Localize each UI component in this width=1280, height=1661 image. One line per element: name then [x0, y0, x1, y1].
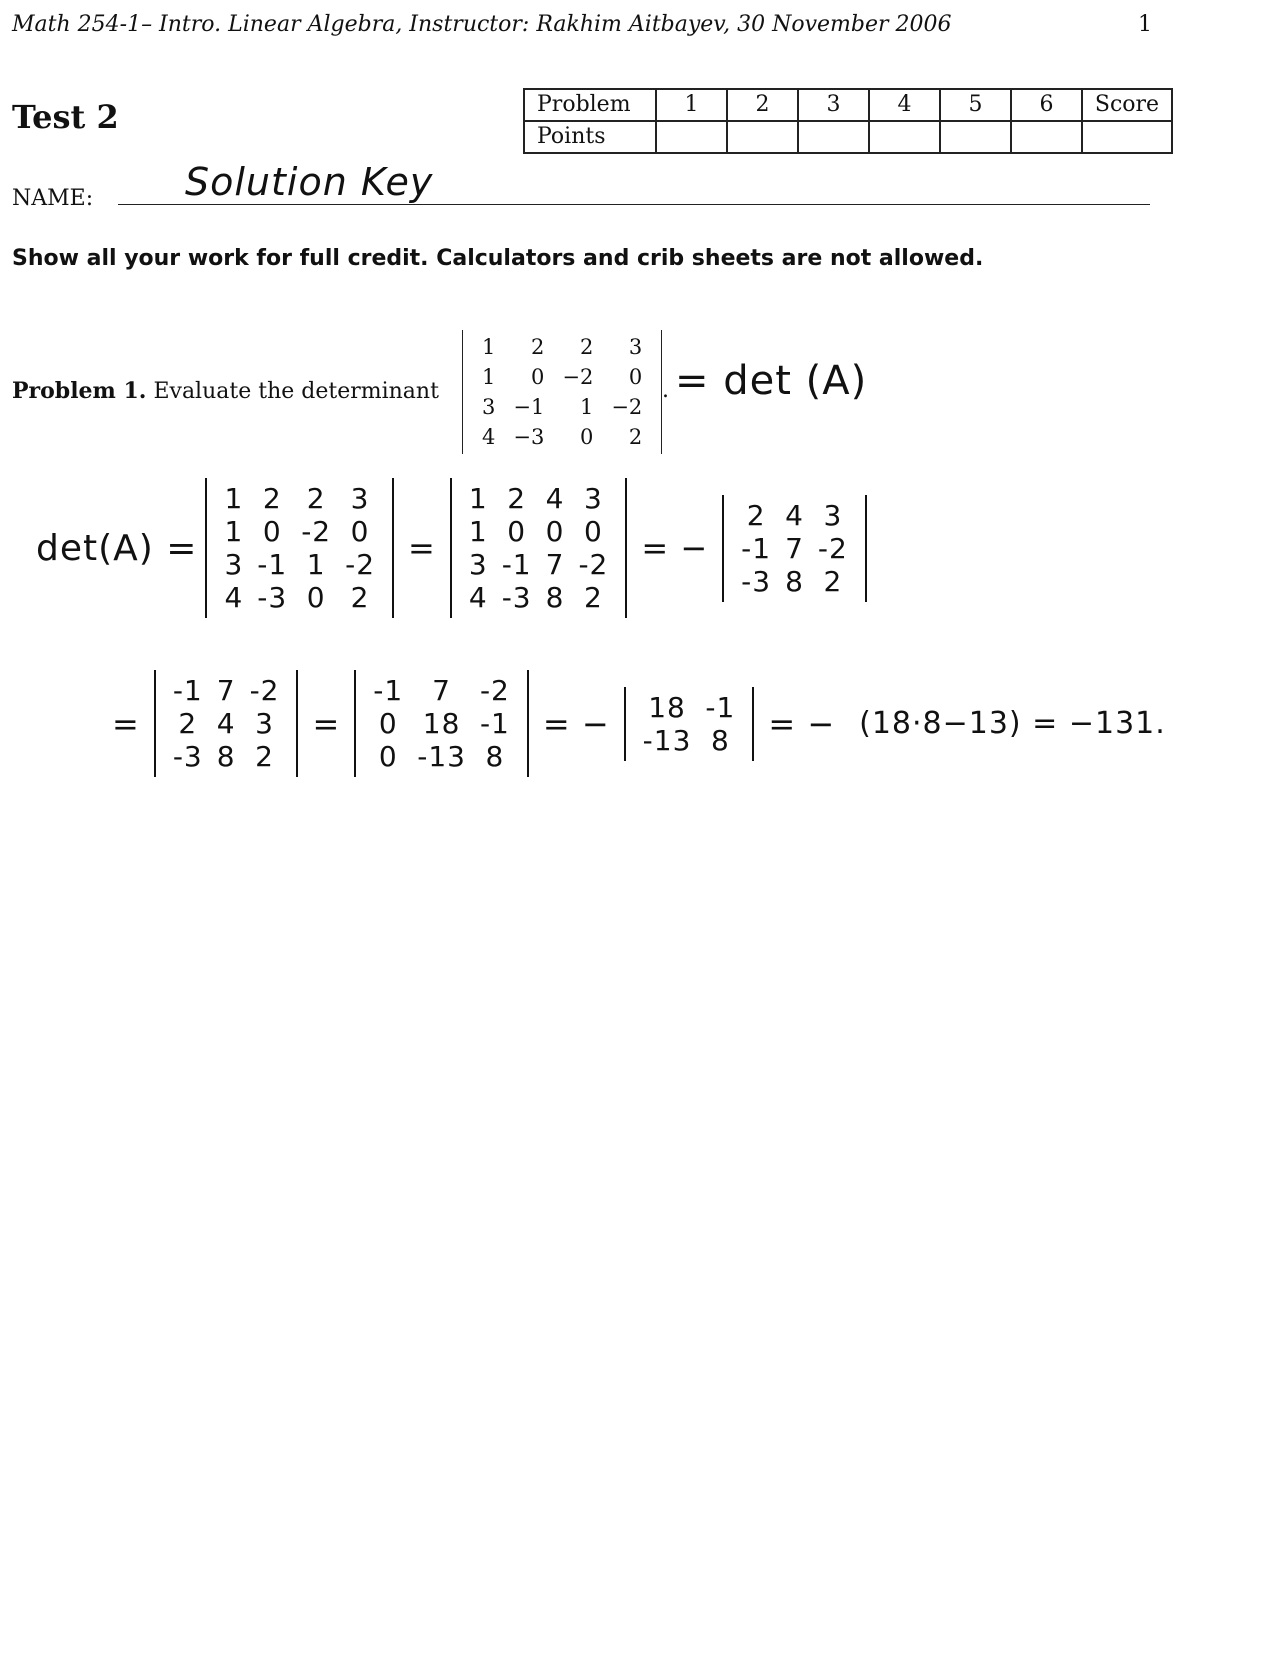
matrix-entry: 0 — [262, 515, 282, 548]
matrix-entry: -13 — [642, 723, 692, 757]
problem-1-determinant — [462, 330, 662, 454]
matrix-entry: 3 — [823, 498, 843, 532]
matrix-entry: 1 — [468, 482, 488, 515]
matrix-entry: 1 — [468, 515, 488, 548]
points-cell — [798, 121, 869, 153]
problem-1-statement — [12, 378, 439, 404]
matrix-entry: 4 — [224, 581, 244, 614]
matrix-entry: 2 — [262, 482, 282, 515]
equals-minus-sign: = − — [768, 704, 836, 743]
instructions: Show all your work for full credit. Calculators and crib sheets are not allowed. — [12, 246, 984, 271]
solution-line-2 — [98, 670, 1166, 777]
matrix-entry: -3 — [172, 740, 203, 773]
score-table-problem-row — [524, 89, 1172, 121]
equals-minus-sign: = − — [641, 529, 709, 567]
matrix-entry: 0 — [545, 515, 565, 548]
matrix-entry: 1 — [224, 515, 244, 548]
matrix-entry: 7 — [216, 674, 236, 707]
page-number: 1 — [1138, 12, 1152, 37]
matrix-entry: -3 — [741, 564, 772, 598]
matrix-entry: 2 — [628, 425, 643, 449]
matrix-entry: 1 — [482, 335, 496, 359]
matrix-entry: 3 — [628, 335, 643, 359]
matrix-entry: -1 — [501, 548, 532, 581]
matrix-entry: 4 — [785, 498, 804, 532]
matrix-entry: 3 — [468, 548, 488, 581]
hand-matrix-6 — [624, 687, 755, 761]
problem-number-cell: 3 — [798, 89, 869, 121]
hand-matrix-5 — [354, 670, 529, 777]
score-table-points-row — [524, 121, 1172, 153]
matrix-entry: -3 — [501, 581, 532, 614]
problem-1-label: Problem 1. — [12, 378, 147, 404]
matrix-entry: 3 — [482, 395, 496, 419]
matrix-entry: 7 — [545, 548, 565, 581]
matrix-entry: 2 — [255, 740, 274, 773]
matrix-entry: 0 — [530, 365, 545, 389]
matrix-entry: 1 — [224, 482, 244, 515]
matrix-entry: 8 — [545, 581, 565, 614]
equals-sign: = — [112, 704, 140, 743]
matrix-entry: -2 — [578, 548, 609, 581]
matrix-entry: -2 — [249, 674, 280, 707]
matrix-entry: 4 — [468, 581, 488, 614]
matrix-entry: -1 — [479, 707, 510, 740]
points-cell — [1011, 121, 1082, 153]
matrix-entry: 0 — [306, 581, 326, 614]
matrix-entry: 2 — [350, 581, 370, 614]
problem-number-cell: 6 — [1011, 89, 1082, 121]
matrix-entry: 7 — [785, 531, 804, 565]
equals-minus-sign: = − — [542, 704, 610, 743]
matrix-entry: 1 — [306, 548, 326, 581]
matrix-entry: 1 — [482, 365, 496, 389]
hand-matrix-1 — [205, 478, 394, 618]
hand-matrix-3 — [722, 495, 867, 602]
matrix-entry: 0 — [378, 707, 398, 740]
matrix-entry: 0 — [579, 425, 594, 449]
hand-matrix-2 — [450, 478, 628, 618]
det-annotation-handwritten: = det (A) — [675, 358, 868, 404]
matrix-entry: -1 — [705, 690, 736, 724]
matrix-entry: 2 — [507, 482, 527, 515]
matrix-entry: -1 — [373, 674, 404, 707]
matrix-entry: 4 — [216, 707, 236, 740]
points-header-cell: Points — [524, 121, 656, 153]
score-table — [523, 88, 1173, 154]
name-value-handwritten: Solution Key — [185, 160, 434, 204]
matrix-entry: 3 — [583, 482, 603, 515]
problem-number-cell: 2 — [727, 89, 798, 121]
matrix-entry: -1 — [257, 548, 288, 581]
matrix-entry: 0 — [583, 515, 603, 548]
matrix-entry: 2 — [306, 482, 326, 515]
matrix-entry: 3 — [224, 548, 244, 581]
test-title: Test 2 — [12, 98, 119, 136]
name-label: NAME: — [12, 186, 94, 211]
hand-matrix-4 — [154, 670, 299, 777]
matrix-entry: 7 — [432, 674, 451, 707]
matrix-entry: 8 — [216, 740, 236, 773]
matrix-entry: -2 — [301, 515, 332, 548]
matrix-entry: 2 — [178, 707, 198, 740]
course-header: Math 254-1– Intro. Linear Algebra, Instructor: Rakhim Aitbayev, 30 November 2006 — [12, 12, 952, 37]
matrix-entry: 0 — [378, 740, 398, 773]
matrix-entry: 2 — [746, 498, 766, 532]
matrix-entry: -1 — [741, 531, 772, 565]
points-cell — [656, 121, 727, 153]
matrix-entry: -2 — [479, 674, 510, 707]
matrix-entry: 2 — [823, 564, 843, 598]
score-header-cell: Score — [1082, 89, 1172, 121]
matrix-entry: 3 — [255, 707, 274, 740]
final-result: (18·8−13) = −131. — [859, 706, 1166, 741]
matrix-entry: -1 — [172, 674, 203, 707]
problem-1-period: . — [662, 378, 669, 403]
matrix-entry: 8 — [485, 740, 505, 773]
matrix-entry: −2 — [562, 365, 594, 389]
matrix-entry: 8 — [785, 564, 804, 598]
matrix-entry: 2 — [530, 335, 545, 359]
matrix-entry: 4 — [545, 482, 565, 515]
matrix-entry: 0 — [507, 515, 527, 548]
problem-number-cell: 4 — [869, 89, 940, 121]
matrix-entry: -2 — [345, 548, 376, 581]
matrix-entry: -2 — [817, 531, 848, 565]
problem-number-cell: 1 — [656, 89, 727, 121]
matrix-entry: 8 — [710, 723, 730, 757]
name-underline — [118, 204, 1150, 205]
matrix-entry: -3 — [257, 581, 288, 614]
problem-1-text: Evaluate the determinant — [153, 379, 439, 404]
matrix-entry: −2 — [611, 395, 643, 419]
matrix-entry: 0 — [350, 515, 370, 548]
matrix-entry: −3 — [513, 425, 545, 449]
points-cell — [727, 121, 798, 153]
equals-sign: = — [312, 704, 341, 743]
matrix-entry: 0 — [628, 365, 643, 389]
matrix-entry: −1 — [513, 395, 545, 419]
problem-header-cell: Problem — [524, 89, 656, 121]
matrix-entry: 3 — [350, 482, 370, 515]
matrix-entry: 18 — [648, 690, 686, 724]
equals-sign: = — [408, 529, 436, 567]
matrix-entry: 4 — [482, 425, 496, 449]
problem-number-cell: 5 — [940, 89, 1011, 121]
solution-line-1 — [36, 478, 867, 618]
matrix-entry: 2 — [579, 335, 594, 359]
matrix-entry: 2 — [583, 581, 603, 614]
matrix-entry: -13 — [417, 740, 466, 773]
det-lhs: det(A) = — [36, 527, 198, 569]
points-cell — [869, 121, 940, 153]
matrix-entry: 18 — [422, 707, 461, 740]
score-cell — [1082, 121, 1172, 153]
points-cell — [940, 121, 1011, 153]
matrix-entry: 1 — [579, 395, 594, 419]
